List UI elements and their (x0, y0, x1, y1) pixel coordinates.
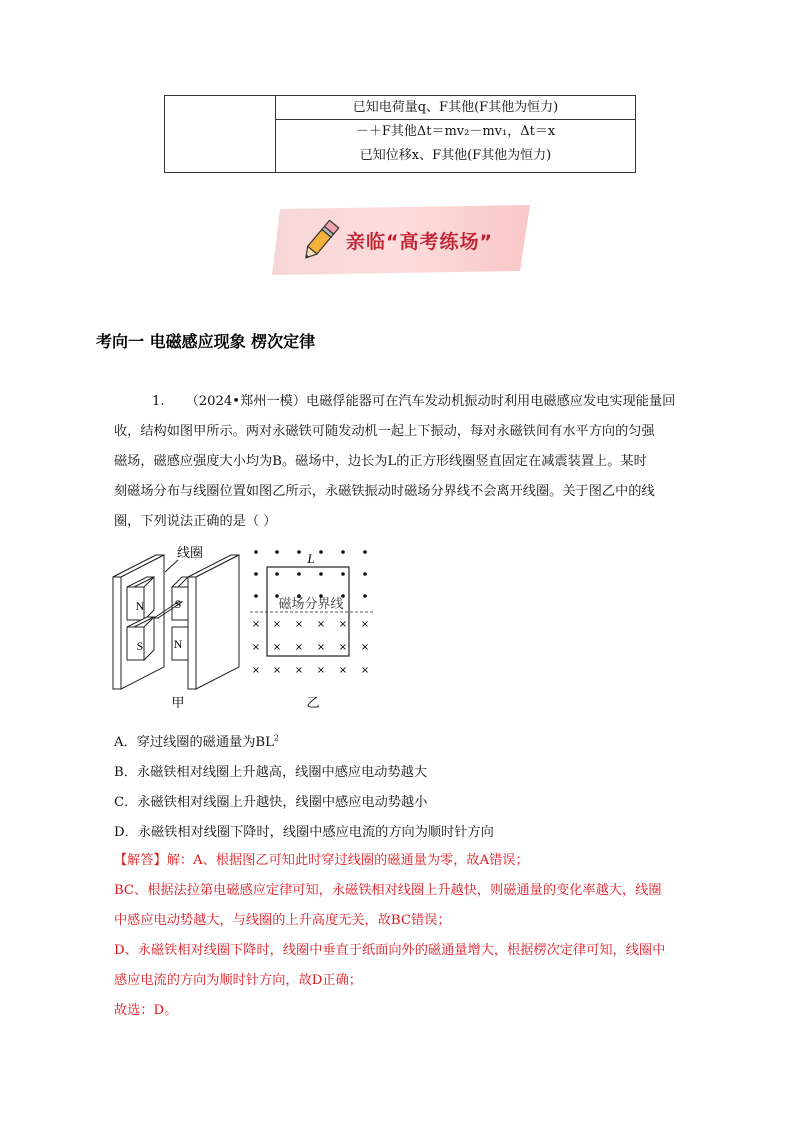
answer-line: 中感应电动势越大，与线圈的上升高度无关，故BC错误； (114, 913, 451, 928)
field-cross: × (294, 665, 304, 676)
field-cross: × (272, 619, 282, 630)
question-line: 磁场，磁感应强度大小均为B。磁场中，边长为L的正方形线圈竖直固定在减震装置上。某时 (114, 454, 647, 469)
field-cross: × (316, 619, 326, 630)
field-cross: × (251, 642, 261, 653)
field-cross: × (251, 665, 261, 676)
magnet-label: S (174, 597, 182, 611)
question-number: 1. (152, 394, 165, 409)
table-cell-text: 已知电荷量q、F其他(F其他为恒力) (352, 100, 559, 115)
field-dot (275, 572, 279, 576)
field-cross: × (316, 642, 326, 653)
field-cross: × (251, 619, 261, 630)
question-line: 刻磁场分布与线圈位置如图乙所示，永磁铁振动时磁场分界线不会离开线圈。关于图乙中的线 (114, 484, 655, 499)
table-row (276, 96, 635, 120)
option-text: A．穿过线圈的磁通量为BL (114, 735, 274, 750)
field-cross: × (360, 642, 370, 653)
table-left-cell (165, 96, 276, 172)
boundary-label: 磁场分界线 (278, 597, 344, 612)
answer-line: 感应电流的方向为顺时针方向，故D正确； (114, 973, 362, 988)
answer-line: 【解答】解：A、根据图乙可知此时穿过线圈的磁通量为零，故A错误； (114, 853, 529, 868)
field-dot (254, 594, 258, 598)
field-dot (275, 550, 279, 554)
option-c: C．永磁铁相对线圈上升越快，线圈中感应电动势越小 (114, 795, 428, 810)
side-length-label: L (307, 551, 315, 566)
question-line: 圈，下列说法正确的是（ ） (114, 514, 277, 529)
question-source: （2024•郑州一模） (185, 394, 307, 409)
field-cross: × (272, 642, 282, 653)
field-cross: × (360, 665, 370, 676)
field-cross: × (338, 619, 348, 630)
field-cross: × (338, 642, 348, 653)
field-dot (297, 572, 301, 576)
superscript: 2 (273, 733, 279, 743)
option-a (114, 731, 279, 750)
answer-block (114, 846, 710, 1026)
field-dot (254, 572, 258, 576)
field-dot (319, 572, 323, 576)
field-in-crosses (252, 619, 369, 676)
table-cell-text: －＋F其他Δt＝mv₂－mv₁，Δt＝x (355, 124, 556, 139)
magnet-label: N (173, 637, 183, 651)
question-line (114, 387, 710, 417)
field-cross: × (316, 665, 326, 676)
field-dot (363, 572, 367, 576)
section-banner (272, 205, 530, 275)
question-line: 收，结构如图甲所示。两对永磁铁可随发动机一起上下振动，每对永磁铁间有水平方向的匀强 (114, 424, 655, 439)
question-block (114, 387, 710, 537)
magnet-label: S (136, 639, 144, 653)
field-dot (319, 550, 323, 554)
answer-line: BC、根据法拉第电磁感应定律可知，永磁铁相对线圈上升越快，则磁通量的变化率越大，线圈 (114, 883, 662, 898)
field-cross: × (272, 665, 282, 676)
field-cross: × (360, 619, 370, 630)
figure-caption: 乙 (306, 696, 320, 711)
field-dot (297, 550, 301, 554)
option-b: B．永磁铁相对线圈上升越高，线圈中感应电动势越大 (114, 765, 428, 780)
question-text: 电磁俘能器可在汽车发动机振动时利用电磁感应发电实现能量回 (306, 394, 676, 409)
field-dot (363, 550, 367, 554)
field-cross: × (294, 642, 304, 653)
field-dot (341, 572, 345, 576)
banner-title: 亲临“高考练场” (346, 231, 493, 253)
option-d: D．永磁铁相对线圈下降时，线圈中感应电流的方向为顺时针方向 (114, 825, 494, 840)
pencil-icon (298, 217, 342, 265)
field-dot (254, 550, 258, 554)
section-heading: 考向一 电磁感应现象 楞次定律 (96, 332, 316, 351)
coil-label: 线圈 (176, 546, 204, 561)
answer-line: 故选：D。 (114, 1003, 178, 1018)
answer-line: D、永磁铁相对线圈下降时，线圈中垂直于纸面向外的磁通量增大，根据楞次定律可知，线圈中 (114, 943, 666, 958)
question-figure (110, 540, 390, 715)
magnet-label: N (135, 599, 145, 613)
figure-caption: 甲 (171, 696, 185, 711)
field-cross: × (294, 619, 304, 630)
field-cross: × (338, 665, 348, 676)
field-dot (341, 550, 345, 554)
table-cell-text: 已知位移x、F其他(F其他为恒力) (359, 148, 552, 163)
formula-table (164, 95, 636, 173)
field-dot (363, 594, 367, 598)
table-row (276, 120, 635, 172)
figure-drawing (110, 540, 390, 715)
